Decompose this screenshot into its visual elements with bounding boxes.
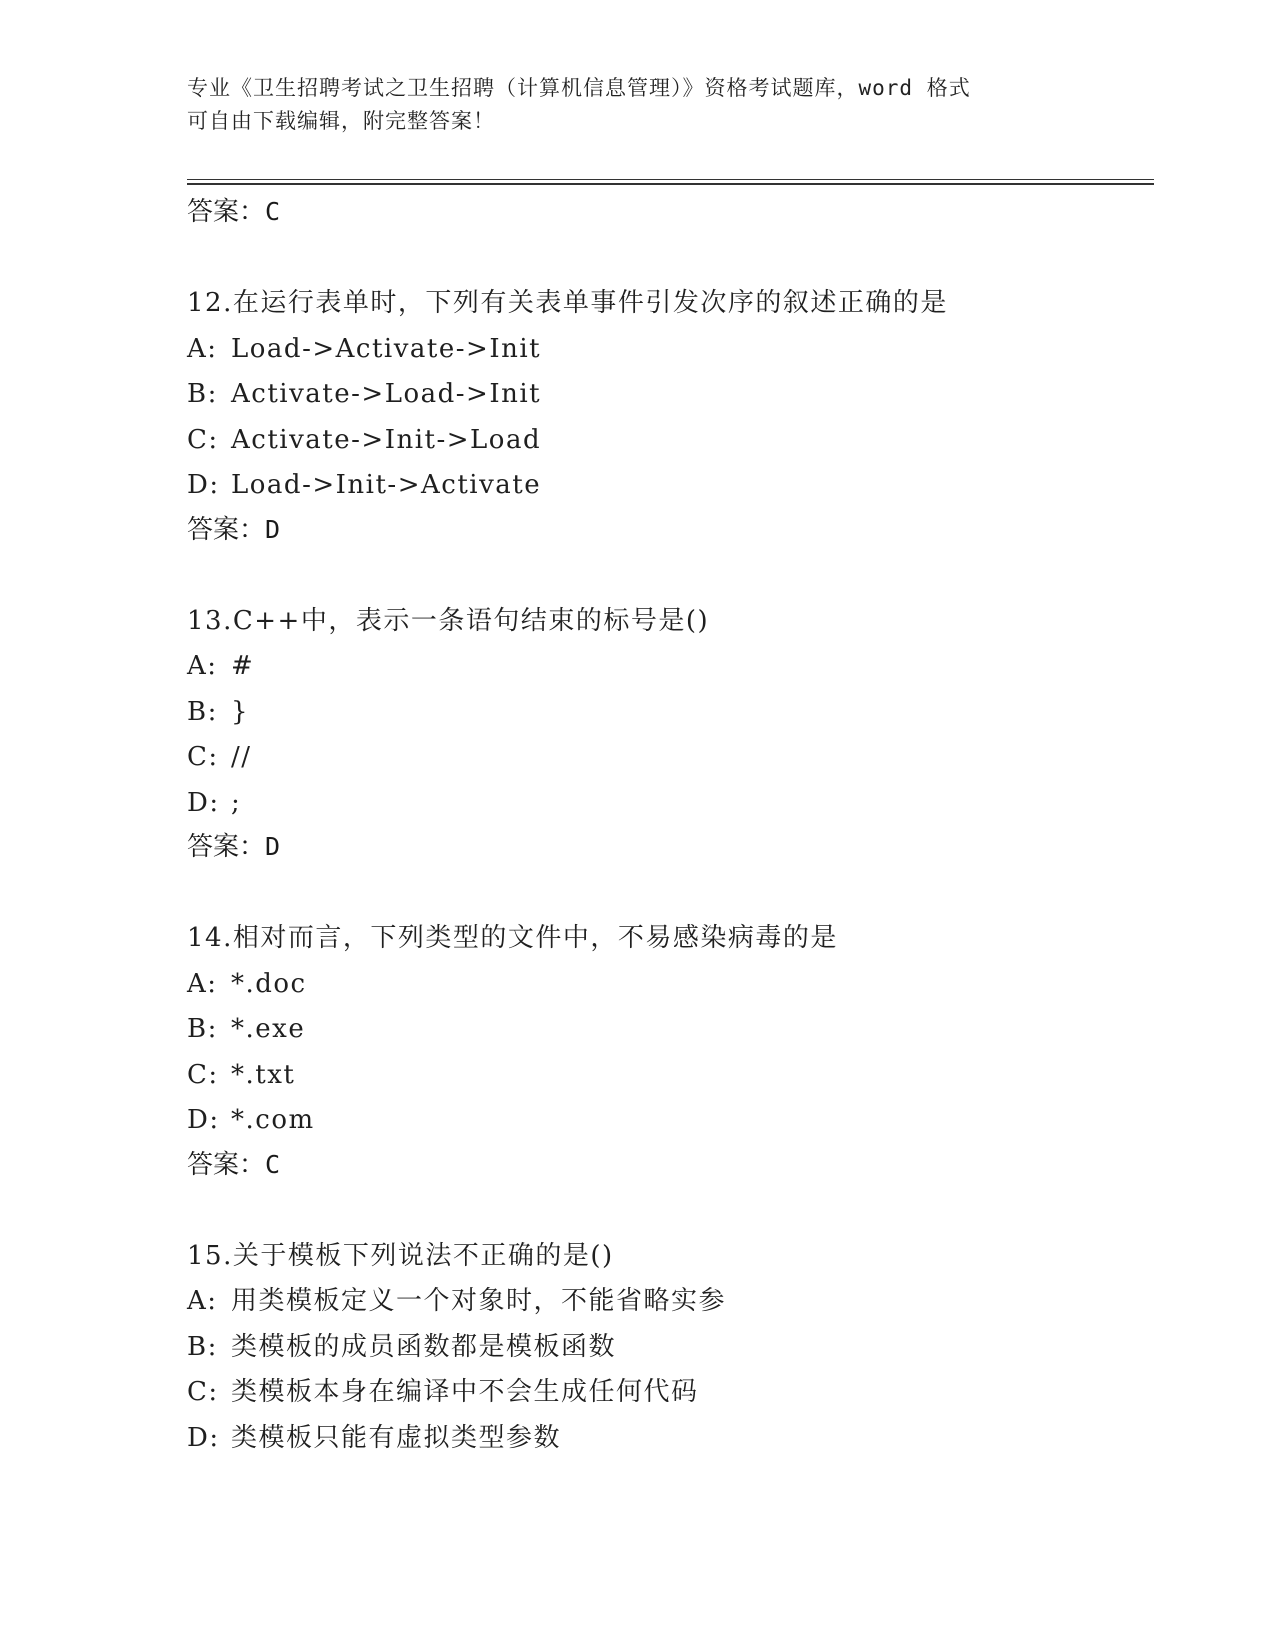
option-text: 类模板本身在编译中不会生成任何代码 — [231, 1377, 699, 1407]
question-stem — [187, 281, 1147, 327]
option-a — [187, 1279, 1147, 1325]
option-text: *.com — [231, 1105, 315, 1135]
answer — [187, 509, 1147, 551]
option-b — [187, 1325, 1147, 1371]
option-text: 类模板只能有虚拟类型参数 — [231, 1422, 562, 1453]
option-text: Activate->Load->Init — [231, 379, 542, 409]
option-key: D: — [187, 1105, 220, 1135]
question-stem — [187, 1234, 1147, 1280]
question-number: 12. — [187, 288, 233, 318]
question-13 — [187, 599, 1147, 869]
option-d — [187, 781, 1147, 827]
option-key: D: — [187, 1422, 220, 1453]
option-text: *.txt — [231, 1059, 296, 1090]
question-stem — [187, 599, 1147, 645]
option-key: D: — [187, 470, 220, 500]
question-list — [187, 191, 1147, 1461]
question-text: 关于模板下列说法不正确的是() — [232, 1240, 614, 1271]
option-key: B: — [187, 1014, 218, 1044]
option-a — [187, 644, 1147, 690]
header-divider-thick — [187, 183, 1154, 185]
option-a — [187, 327, 1147, 373]
answer-prefix: 答案： — [187, 197, 266, 227]
answer-letter: D — [265, 514, 281, 544]
answer-letter: C — [265, 1149, 281, 1179]
option-text: Activate->Init->Load — [231, 424, 542, 455]
option-key: B: — [187, 379, 218, 409]
question-text: 在运行表单时，下列有关表单事件引发次序的叙述正确的是 — [232, 288, 948, 318]
option-text: // — [231, 742, 252, 772]
option-text: ; — [231, 787, 242, 818]
answer — [187, 826, 1147, 868]
question-number: 13. — [187, 605, 233, 636]
option-c — [187, 418, 1147, 464]
question-12 — [187, 281, 1147, 551]
question-15 — [187, 1234, 1147, 1462]
option-b — [187, 372, 1147, 418]
answer-letter: C — [265, 197, 281, 226]
option-key: C: — [187, 1059, 219, 1090]
question-text: C++中，表示一条语句结束的标号是() — [232, 605, 710, 636]
option-text: 类模板的成员函数都是模板函数 — [231, 1331, 617, 1362]
option-b — [187, 690, 1147, 736]
option-key: B: — [187, 1331, 218, 1362]
option-d — [187, 1416, 1147, 1462]
answer-prefix: 答案： — [187, 514, 266, 545]
question-stem — [187, 916, 1147, 962]
header-line-1: 专业《卫生招聘考试之卫生招聘（计算机信息管理）》资格考试题库，word 格式 — [187, 76, 971, 100]
question-text: 相对而言，下列类型的文件中，不易感染病毒的是 — [232, 923, 838, 953]
option-key: C: — [187, 742, 219, 772]
option-key: A: — [187, 968, 218, 999]
question-number: 14. — [187, 923, 233, 953]
header-divider-thin — [187, 179, 1154, 180]
answer — [187, 1144, 1147, 1186]
option-key: C: — [187, 424, 219, 455]
option-text: *.doc — [231, 968, 307, 999]
option-text: *.exe — [231, 1014, 306, 1044]
option-c — [187, 1053, 1147, 1099]
option-text: 用类模板定义一个对象时，不能省略实参 — [231, 1286, 727, 1316]
prev-answer — [187, 191, 1147, 233]
option-key: A: — [187, 333, 218, 364]
option-key: A: — [187, 1286, 218, 1316]
question-number: 15. — [187, 1240, 233, 1271]
option-key: A: — [187, 651, 218, 681]
question-14 — [187, 916, 1147, 1186]
option-key: D: — [187, 787, 220, 818]
option-text: # — [231, 651, 255, 681]
option-c — [187, 1370, 1147, 1416]
option-d — [187, 1098, 1147, 1144]
option-b — [187, 1007, 1147, 1053]
answer-prefix: 答案： — [187, 832, 266, 862]
document-header — [187, 72, 1087, 138]
option-key: C: — [187, 1377, 219, 1407]
option-c — [187, 735, 1147, 781]
header-line-2: 可自由下载编辑，附完整答案！ — [187, 109, 495, 133]
option-text: } — [231, 696, 250, 727]
option-text: Load->Init->Activate — [231, 470, 542, 500]
option-d — [187, 463, 1147, 509]
answer-letter: D — [265, 832, 281, 861]
answer-prefix: 答案： — [187, 1149, 266, 1180]
option-a — [187, 962, 1147, 1008]
option-key: B: — [187, 696, 218, 727]
option-text: Load->Activate->Init — [231, 333, 542, 364]
